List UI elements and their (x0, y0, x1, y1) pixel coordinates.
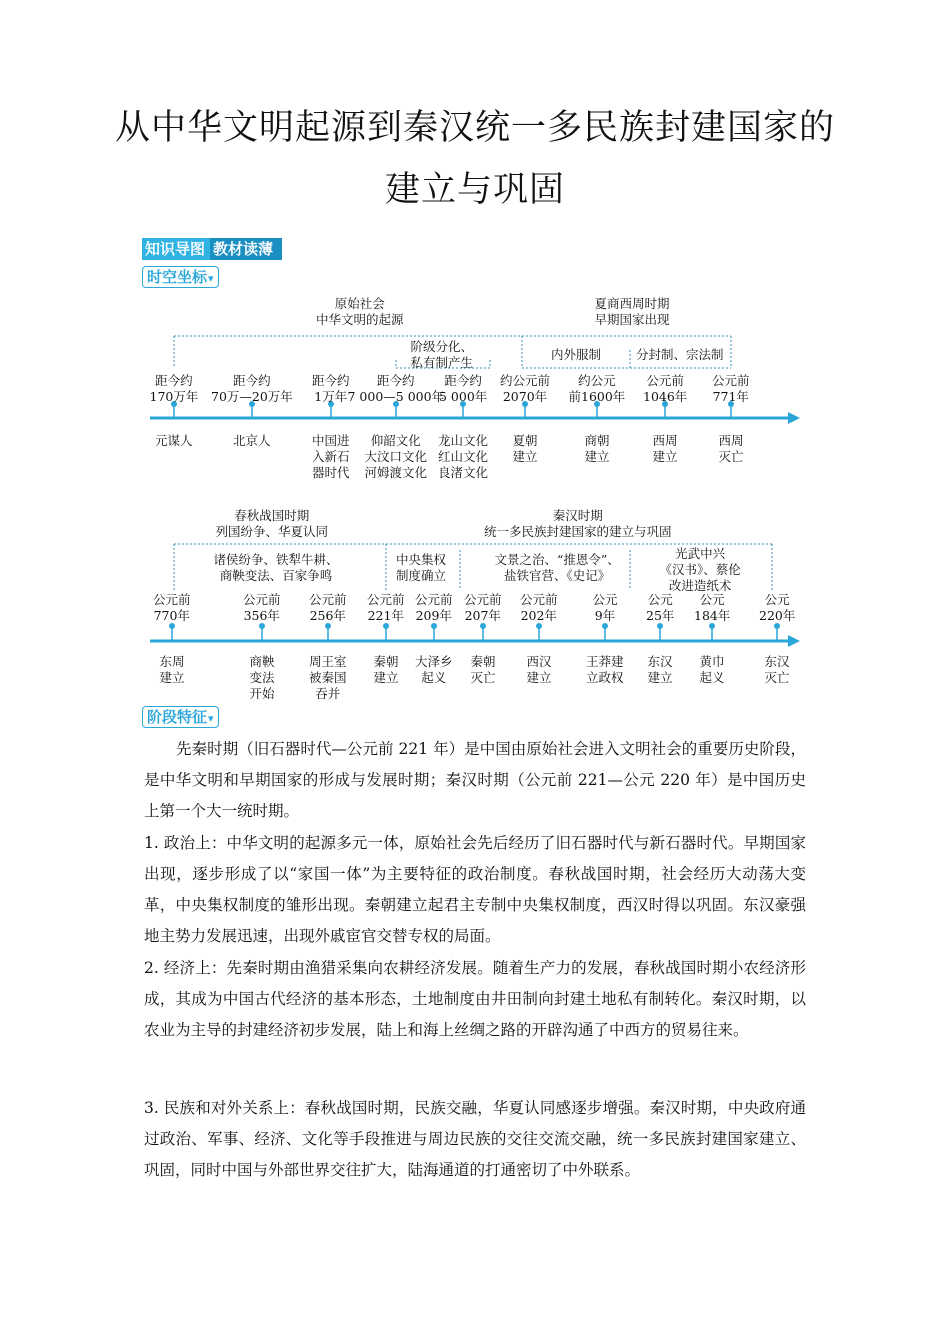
timeline2-head-qinhan (484, 508, 672, 540)
timeline2-head-wenjing-line: 文景之治、“推恩令”、 (494, 552, 620, 567)
paragraph-intro: 先秦时期（旧石器时代—公元前 221 年）是中国由原始社会进入文明社会的重要历史阶段，是中华文明和早期国家的形成与发展时期；秦汉时期（公元前 221—公元 220 年）是中国历史上第一个大一统时期。 (144, 740, 806, 820)
timeline2-date-line: 公元前 (367, 592, 405, 607)
timeline2-event-line: 变法 (249, 670, 275, 685)
timeline2-event-line: 开始 (249, 686, 275, 701)
timeline2-date-line: 25年 (646, 608, 675, 623)
timeline1-head-primitive-line: 原始社会 (334, 296, 385, 311)
timeline2-head-qinhan-line: 秦汉时期 (552, 508, 603, 523)
timeline2-event (374, 654, 399, 686)
timeline2-date-line: 公元前 (153, 592, 191, 607)
timeline2-date-line: 公元 (764, 592, 790, 607)
timeline1-event-line: 元谋人 (155, 433, 193, 448)
timeline2-date (646, 592, 674, 624)
timeline2-date (243, 592, 281, 624)
timeline1-head-neiwai (551, 347, 601, 363)
timeline2-event (586, 654, 624, 686)
timeline1-date-line: 约公元前 (500, 373, 551, 388)
timeline2-event-line: 秦朝 (470, 654, 496, 669)
timeline2-event-line: 东周 (159, 654, 185, 669)
timeline2-head-zhuhou-line: 诸侯纷争、铁犁牛耕、 (213, 552, 339, 567)
timeline1-head-class (411, 339, 474, 371)
timeline2-head-chunqiu-line: 列国纷争、华夏认同 (215, 524, 329, 539)
timeline1-arrow (788, 412, 800, 424)
timeline1-event-line: 灭亡 (718, 449, 744, 464)
timeline2-date-line: 220年 (759, 608, 796, 623)
timeline1-date-line: 约公元 (578, 373, 616, 388)
timeline2-date-line: 256年 (309, 608, 346, 623)
timeline1-event (312, 433, 350, 481)
timeline1-event-line: 西周 (652, 433, 678, 448)
timeline1-date-line: 距今约 (377, 373, 415, 388)
timeline2-head-zhongyang (396, 552, 446, 584)
timeline1-event-line: 商朝 (584, 433, 610, 448)
timeline1-date-line: 7 000—5 000年 (347, 389, 445, 404)
paragraph-ethnic: 3. 民族和对外关系上：春秋战国时期，民族交融，华夏认同感逐步增强。秦汉时期，中央政府通过政治、军事、经济、文化等手段推进与周边民族的交往交流交融，统一多民族封建国家建立、巩固，同时中国与外部世界交往扩大，陆海通道的打通密切了中外联系。 (144, 1099, 806, 1179)
timeline1-head-fenfeng-line: 分封制、宗法制 (636, 347, 724, 362)
timeline2-head-guangwu-line: 《汉书》、蔡伦 (659, 562, 741, 577)
timeline2-event-line: 建立 (159, 670, 185, 685)
timeline2-event-line: 秦朝 (373, 654, 399, 669)
timeline2-date (694, 592, 730, 624)
timeline2-event-line: 东汉 (764, 654, 790, 669)
timeline2-date-line: 207年 (464, 608, 501, 623)
timeline2-event-line: 起义 (699, 670, 725, 685)
timeline1-date-line: 距今约 (312, 373, 350, 388)
timeline2-head-guangwu-line: 光武中兴 (675, 546, 726, 561)
timeline2-date-line: 公元前 (243, 592, 281, 607)
timeline2-date-line: 356年 (243, 608, 280, 623)
timeline1-head-fenfeng (636, 347, 724, 363)
timeline2-head-zhongyang-line: 制度确立 (396, 568, 447, 583)
timeline2-date (415, 592, 453, 624)
timeline2-event (471, 654, 496, 686)
timeline2-event-line: 周王室 (309, 654, 347, 669)
timeline2-event-line: 建立 (647, 670, 673, 685)
timeline2-head-wenjing (495, 552, 620, 584)
timeline2-date (464, 592, 502, 624)
timeline2-event (415, 654, 453, 686)
timeline1-event (233, 433, 271, 449)
timeline1-date-line: 170万年 (149, 389, 199, 404)
timeline1-head-xiashang (595, 296, 670, 328)
timeline2-date (759, 592, 795, 624)
timeline2-date (593, 592, 618, 624)
timeline1-date-line: 2070年 (502, 389, 548, 404)
timeline1-date (643, 373, 687, 405)
timeline2-date-line: 公元 (592, 592, 618, 607)
timeline2-head-zhuhou-line: 商鞅变法、百家争鸣 (219, 568, 333, 583)
timeline2-event-line: 西汉 (526, 654, 552, 669)
timeline1-event-line: 大汶口文化 (364, 449, 428, 464)
timeline2-date (520, 592, 558, 624)
timeline2-date-line: 公元前 (464, 592, 502, 607)
timeline1-event (653, 433, 678, 465)
timeline2-head-zhuhou (214, 552, 339, 584)
tag-knowledge-map: 知识导图 (142, 238, 214, 260)
timeline2-date-line: 202年 (520, 608, 557, 623)
timeline1-date (150, 373, 199, 405)
timeline1-date (500, 373, 550, 405)
timeline1-event-line: 中国进 (312, 433, 350, 448)
timeline1-date-line: 771年 (712, 389, 749, 404)
timeline2-head-guangwu (660, 546, 741, 594)
timeline2-event-line: 建立 (526, 670, 552, 685)
timeline1-head-xiashang-line: 夏商西周时期 (594, 296, 670, 311)
timeline1-date-line: 距今约 (233, 373, 271, 388)
timeline2-date-line: 公元前 (309, 592, 347, 607)
timeline1-date-line: 距今约 (444, 373, 482, 388)
tag-features: 阶段特征 ▾ (142, 706, 219, 728)
timeline2-date-line: 公元 (647, 592, 673, 607)
timeline1-event-line: 器时代 (312, 465, 350, 480)
timeline2-event-line: 立政权 (586, 670, 624, 685)
timeline2-head-qinhan-line: 统一多民族封建国家的建立与巩固 (484, 524, 672, 539)
timeline1-event-line: 北京人 (233, 433, 271, 448)
timeline2-date-line: 770年 (153, 608, 190, 623)
timeline2-event (160, 654, 185, 686)
timeline2-date-line: 9年 (594, 608, 616, 623)
page-title-line2: 建立与巩固 (384, 170, 565, 210)
timeline1-event (513, 433, 538, 465)
timeline2-event (309, 654, 347, 702)
timeline1-head-class-line: 私有制产生 (410, 355, 474, 370)
tag-timeline: 时空坐标 ▾ (142, 266, 219, 288)
timeline1-head-xiashang-line: 早期国家出现 (594, 312, 670, 327)
timeline1-date-line: 前1600年 (568, 389, 626, 404)
timeline1-head-class-line: 阶级分化、 (410, 339, 474, 354)
timeline2-event-line: 商鞅 (249, 654, 275, 669)
timeline1-event (719, 433, 744, 465)
paragraph-politics: 1. 政治上：中华文明的起源多元一体，原始社会先后经历了旧石器时代与新石器时代。早期国家出现，逐步形成了以“家国一体”为主要特征的政治制度。春秋战国时期，社会经历大动荡大变革，中央集权制度的雏形出现。秦朝建立起君主专制中央集权制度，西汉时得以巩固。东汉豪强地主势力发展迅速，出现外戚宦官交替专权的局面。 (144, 834, 806, 945)
timeline1-event-line: 建立 (652, 449, 678, 464)
timeline2-head-guangwu-line: 改进造纸术 (668, 578, 732, 593)
timeline1-event-line: 红山文化 (438, 449, 489, 464)
timeline1-event-line: 建立 (584, 449, 610, 464)
tag-textbook-reading: 教材读薄 (210, 238, 282, 260)
page-title-line1: 从中华文明起源到秦汉统一多民族封建国家的 (114, 108, 835, 148)
timeline2-arrow (788, 635, 800, 647)
timeline2-date-line: 221年 (367, 608, 404, 623)
timeline1-event (365, 433, 428, 481)
timeline2-event-line: 起义 (421, 670, 447, 685)
timeline1-date-line: 公元前 (712, 373, 750, 388)
timeline1-event-line: 良渚文化 (438, 465, 489, 480)
timeline2-event-line: 灭亡 (764, 670, 790, 685)
timeline1-date-line: 公元前 (646, 373, 684, 388)
timeline2-event (700, 654, 725, 686)
timeline1-date (348, 373, 445, 405)
timeline2-head-zhongyang-line: 中央集权 (396, 552, 447, 567)
timeline1-event-line: 建立 (512, 449, 538, 464)
timeline2-date (153, 592, 191, 624)
timeline1-event-line: 河姆渡文化 (364, 465, 428, 480)
timeline1-date-line: 距今约 (155, 373, 193, 388)
timeline2-event (765, 654, 790, 686)
timeline2-event (648, 654, 673, 686)
timeline1-date (712, 373, 750, 405)
timeline2-event (250, 654, 275, 702)
timeline1-date (211, 373, 293, 405)
timeline1-date-line: 1046年 (643, 389, 688, 404)
timeline2-head-wenjing-line: 盐铁官营、《史记》 (504, 568, 611, 583)
timeline2-head-chunqiu-line: 春秋战国时期 (234, 508, 310, 523)
timeline1-date (569, 373, 626, 405)
timeline1-date-line: 70万—20万年 (211, 389, 293, 404)
timeline1-event-line: 龙山文化 (438, 433, 489, 448)
timeline1-head-primitive (316, 296, 404, 328)
timeline2-date-line: 公元 (699, 592, 725, 607)
timeline2-event-line: 建立 (373, 670, 399, 685)
timeline2-event-line: 大泽乡 (415, 654, 453, 669)
timeline2-event-line: 被秦国 (309, 670, 347, 685)
timeline1-date (312, 373, 350, 405)
timeline1-event (438, 433, 488, 481)
timeline2-head-chunqiu (216, 508, 329, 540)
timeline2-date-line: 209年 (415, 608, 452, 623)
timeline2-event-line: 吞并 (315, 686, 341, 701)
timeline1-date-line: 1万年 (314, 389, 348, 404)
timeline1-event-line: 西周 (718, 433, 744, 448)
timeline1-head-neiwai-line: 内外服制 (551, 347, 602, 362)
timeline1-event-line: 夏朝 (512, 433, 538, 448)
timeline2-date (367, 592, 405, 624)
timeline2-event-line: 黄巾 (699, 654, 725, 669)
timeline1-event (585, 433, 610, 465)
timeline2-date-line: 公元前 (415, 592, 453, 607)
timeline2-date (309, 592, 347, 624)
timeline1-event-line: 仰韶文化 (370, 433, 421, 448)
timeline1-date-line: 5 000年 (439, 389, 488, 404)
timeline2-date-line: 公元前 (520, 592, 558, 607)
timeline1-head-primitive-line: 中华文明的起源 (316, 312, 404, 327)
timeline2-event-line: 王莽建 (586, 654, 624, 669)
paragraph-economy: 2. 经济上：先秦时期由渔猎采集向农耕经济发展。随着生产力的发展，春秋战国时期小农经济形成，其成为中国古代经济的基本形态，土地制度由井田制向封建土地私有制转化。秦汉时期，以农业为主导的封建经济初步发展，陆上和海上丝绸之路的开辟沟通了中西方的贸易往来。 (144, 959, 806, 1039)
timeline2-date-line: 184年 (694, 608, 731, 623)
timeline1-date (439, 373, 487, 405)
timeline1-event-line: 入新石 (312, 449, 350, 464)
timeline2-event (527, 654, 552, 686)
timeline2-event-line: 东汉 (647, 654, 673, 669)
timeline2-event-line: 灭亡 (470, 670, 496, 685)
timeline1-event (155, 433, 193, 449)
